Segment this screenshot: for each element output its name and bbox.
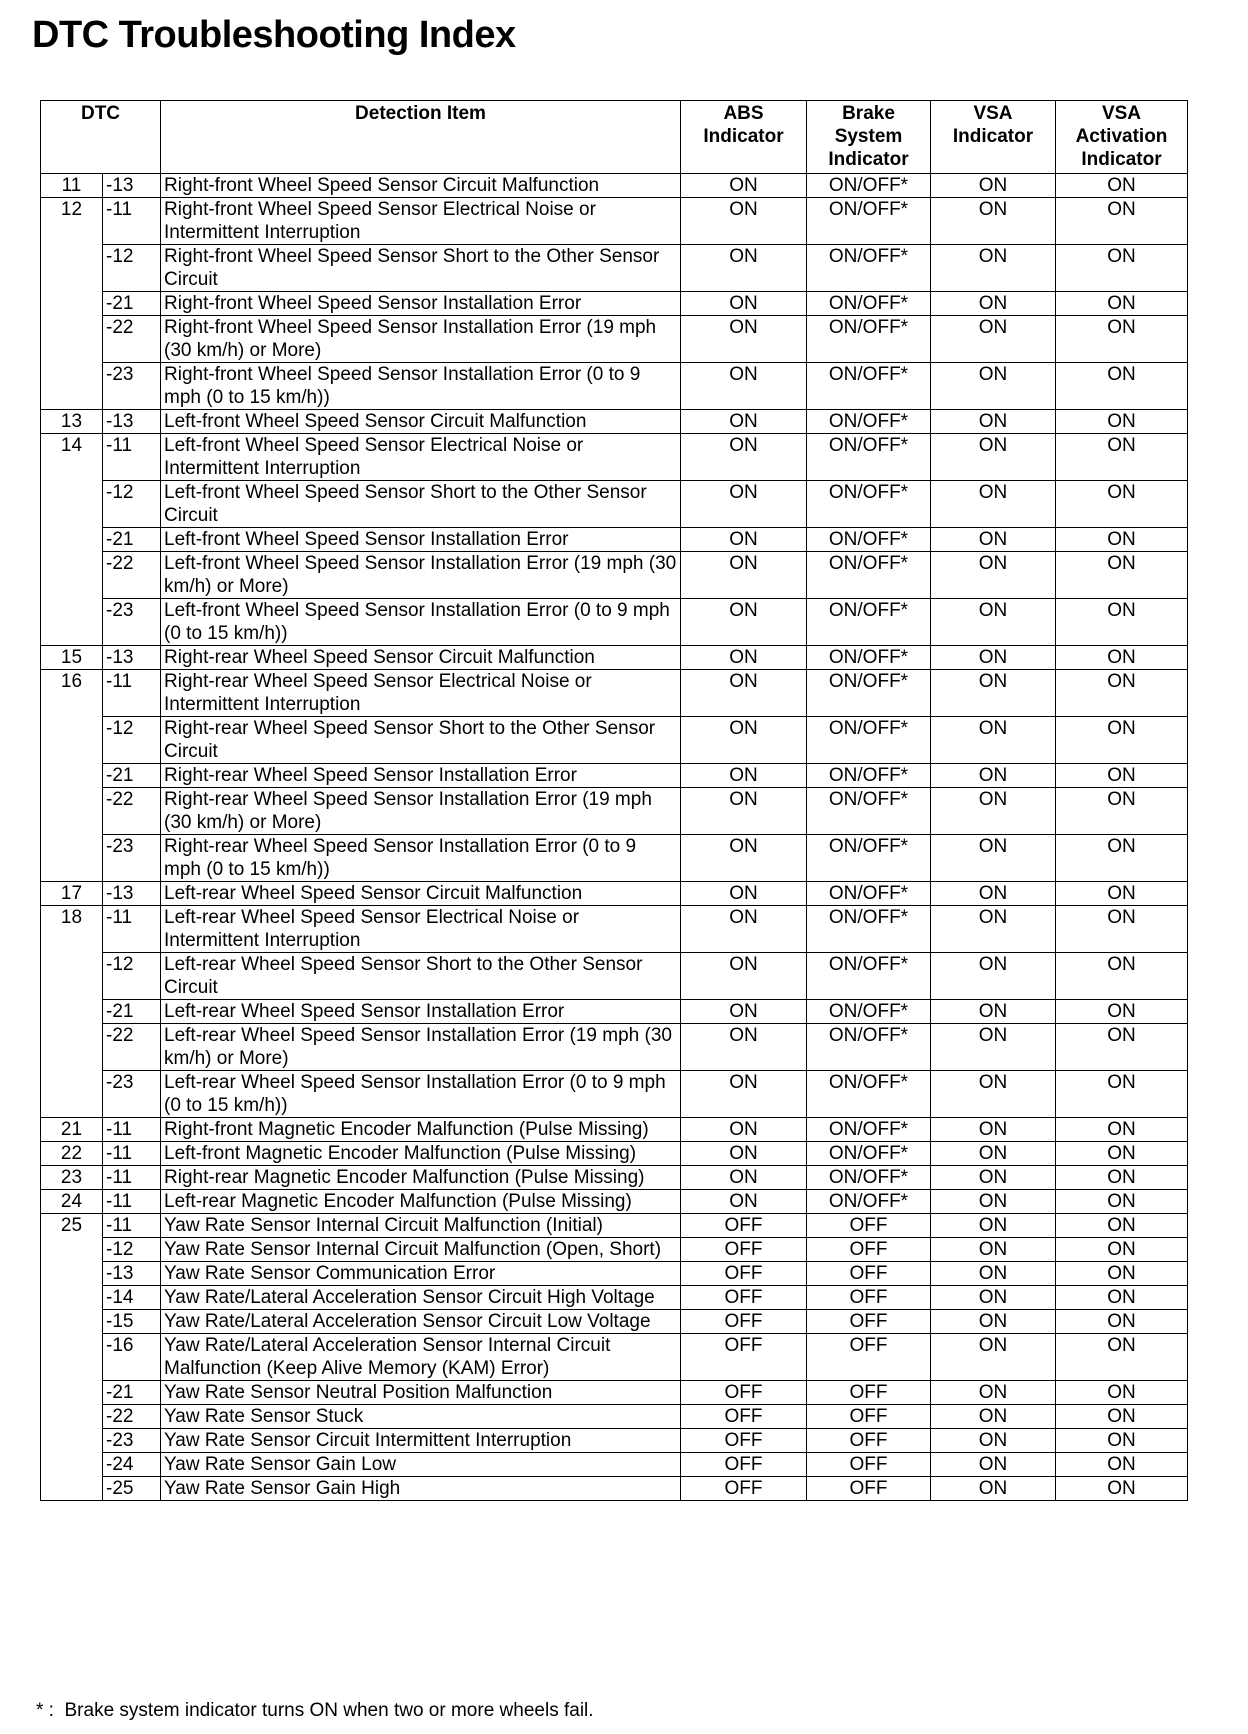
vsa-indicator-status: ON bbox=[931, 1166, 1056, 1190]
table-row bbox=[41, 1000, 1188, 1024]
detection-item: Yaw Rate Sensor Communication Error bbox=[161, 1262, 681, 1286]
brake-indicator-status: ON/OFF* bbox=[807, 717, 931, 764]
abs-indicator-status: ON bbox=[681, 410, 807, 434]
vsa-indicator-status: ON bbox=[931, 174, 1056, 198]
vsa-indicator-status: ON bbox=[931, 599, 1056, 646]
abs-indicator-status: OFF bbox=[681, 1334, 807, 1381]
dtc-subcode: -11 bbox=[103, 670, 161, 717]
dtc-subcode: -13 bbox=[103, 1262, 161, 1286]
vsa-activation-status: ON bbox=[1056, 1142, 1188, 1166]
vsa-indicator-status: ON bbox=[931, 481, 1056, 528]
vsa-activation-status: ON bbox=[1056, 174, 1188, 198]
dtc-subcode: -11 bbox=[103, 906, 161, 953]
abs-indicator-status: ON bbox=[681, 1024, 807, 1071]
vsa-activation-status: ON bbox=[1056, 670, 1188, 717]
header-abs-indicator: ABS Indicator bbox=[681, 101, 807, 174]
dtc-subcode: -22 bbox=[103, 1024, 161, 1071]
vsa-indicator-status: ON bbox=[931, 717, 1056, 764]
detection-item: Left-front Wheel Speed Sensor Short to the Other Sensor Circuit bbox=[161, 481, 681, 528]
vsa-indicator-status: ON bbox=[931, 1405, 1056, 1429]
vsa-activation-status: ON bbox=[1056, 1071, 1188, 1118]
brake-indicator-status: OFF bbox=[807, 1286, 931, 1310]
table-row bbox=[41, 410, 1188, 434]
vsa-activation-status: ON bbox=[1056, 1453, 1188, 1477]
abs-indicator-status: OFF bbox=[681, 1214, 807, 1238]
brake-indicator-status: ON/OFF* bbox=[807, 788, 931, 835]
vsa-activation-status: ON bbox=[1056, 599, 1188, 646]
table-row bbox=[41, 1286, 1188, 1310]
detection-item: Yaw Rate Sensor Internal Circuit Malfunction (Initial) bbox=[161, 1214, 681, 1238]
abs-indicator-status: ON bbox=[681, 528, 807, 552]
brake-indicator-status: ON/OFF* bbox=[807, 1142, 931, 1166]
detection-item: Left-front Wheel Speed Sensor Installation Error (19 mph (30 km/h) or More) bbox=[161, 552, 681, 599]
detection-item: Right-rear Magnetic Encoder Malfunction (Pulse Missing) bbox=[161, 1166, 681, 1190]
dtc-subcode: -15 bbox=[103, 1310, 161, 1334]
brake-indicator-status: OFF bbox=[807, 1310, 931, 1334]
table-row bbox=[41, 717, 1188, 764]
detection-item: Right-front Wheel Speed Sensor Installation Error bbox=[161, 292, 681, 316]
dtc-subcode: -21 bbox=[103, 292, 161, 316]
table-row bbox=[41, 1238, 1188, 1262]
vsa-activation-status: ON bbox=[1056, 363, 1188, 410]
vsa-indicator-status: ON bbox=[931, 1142, 1056, 1166]
dtc-subcode: -23 bbox=[103, 1071, 161, 1118]
vsa-indicator-status: ON bbox=[931, 552, 1056, 599]
brake-indicator-status: OFF bbox=[807, 1238, 931, 1262]
vsa-indicator-status: ON bbox=[931, 1310, 1056, 1334]
vsa-activation-status: ON bbox=[1056, 1429, 1188, 1453]
table-row bbox=[41, 1071, 1188, 1118]
vsa-indicator-status: ON bbox=[931, 1429, 1056, 1453]
table-row bbox=[41, 1214, 1188, 1238]
detection-item: Left-front Wheel Speed Sensor Installation Error (0 to 9 mph (0 to 15 km/h)) bbox=[161, 599, 681, 646]
vsa-activation-status: ON bbox=[1056, 1405, 1188, 1429]
vsa-activation-status: ON bbox=[1056, 646, 1188, 670]
vsa-activation-status: ON bbox=[1056, 1166, 1188, 1190]
vsa-indicator-status: ON bbox=[931, 1334, 1056, 1381]
dtc-table bbox=[40, 100, 1188, 1501]
brake-indicator-status: ON/OFF* bbox=[807, 953, 931, 1000]
abs-indicator-status: ON bbox=[681, 174, 807, 198]
table-row bbox=[41, 1142, 1188, 1166]
header-dtc: DTC bbox=[41, 101, 161, 174]
table-row bbox=[41, 552, 1188, 599]
dtc-subcode: -21 bbox=[103, 1000, 161, 1024]
brake-indicator-status: ON/OFF* bbox=[807, 481, 931, 528]
dtc-code: 24 bbox=[41, 1190, 103, 1214]
abs-indicator-status: ON bbox=[681, 1166, 807, 1190]
detection-item: Left-rear Magnetic Encoder Malfunction (Pulse Missing) bbox=[161, 1190, 681, 1214]
vsa-activation-status: ON bbox=[1056, 717, 1188, 764]
detection-item: Right-rear Wheel Speed Sensor Installation Error (19 mph (30 km/h) or More) bbox=[161, 788, 681, 835]
table-row bbox=[41, 1334, 1188, 1381]
brake-indicator-status: ON/OFF* bbox=[807, 434, 931, 481]
brake-indicator-status: ON/OFF* bbox=[807, 1024, 931, 1071]
vsa-activation-status: ON bbox=[1056, 1262, 1188, 1286]
vsa-activation-status: ON bbox=[1056, 316, 1188, 363]
vsa-activation-status: ON bbox=[1056, 882, 1188, 906]
detection-item: Left-front Wheel Speed Sensor Electrical Noise or Intermittent Interruption bbox=[161, 434, 681, 481]
vsa-activation-status: ON bbox=[1056, 1381, 1188, 1405]
detection-item: Yaw Rate/Lateral Acceleration Sensor Internal Circuit Malfunction (Keep Alive Memory (KAM) Error) bbox=[161, 1334, 681, 1381]
table-row bbox=[41, 906, 1188, 953]
detection-item: Left-rear Wheel Speed Sensor Installation Error bbox=[161, 1000, 681, 1024]
table-row bbox=[41, 1262, 1188, 1286]
table-row bbox=[41, 953, 1188, 1000]
dtc-code: 14 bbox=[41, 434, 103, 646]
brake-indicator-status: ON/OFF* bbox=[807, 198, 931, 245]
table-row bbox=[41, 245, 1188, 292]
dtc-subcode: -11 bbox=[103, 1214, 161, 1238]
table-row bbox=[41, 670, 1188, 717]
dtc-subcode: -11 bbox=[103, 1118, 161, 1142]
dtc-subcode: -23 bbox=[103, 599, 161, 646]
detection-item: Right-front Wheel Speed Sensor Installation Error (0 to 9 mph (0 to 15 km/h)) bbox=[161, 363, 681, 410]
vsa-activation-status: ON bbox=[1056, 1024, 1188, 1071]
dtc-subcode: -11 bbox=[103, 1190, 161, 1214]
detection-item: Yaw Rate Sensor Gain Low bbox=[161, 1453, 681, 1477]
detection-item: Right-front Wheel Speed Sensor Short to the Other Sensor Circuit bbox=[161, 245, 681, 292]
table-row bbox=[41, 882, 1188, 906]
dtc-subcode: -11 bbox=[103, 1166, 161, 1190]
header-vsa-activation-indicator: VSA Activation Indicator bbox=[1056, 101, 1188, 174]
abs-indicator-status: ON bbox=[681, 1071, 807, 1118]
dtc-subcode: -14 bbox=[103, 1286, 161, 1310]
vsa-indicator-status: ON bbox=[931, 363, 1056, 410]
vsa-indicator-status: ON bbox=[931, 1118, 1056, 1142]
brake-indicator-status: ON/OFF* bbox=[807, 363, 931, 410]
brake-indicator-status: ON/OFF* bbox=[807, 528, 931, 552]
brake-indicator-status: ON/OFF* bbox=[807, 882, 931, 906]
brake-indicator-status: OFF bbox=[807, 1405, 931, 1429]
abs-indicator-status: ON bbox=[681, 764, 807, 788]
abs-indicator-status: ON bbox=[681, 882, 807, 906]
dtc-subcode: -23 bbox=[103, 1429, 161, 1453]
detection-item: Right-rear Wheel Speed Sensor Installation Error (0 to 9 mph (0 to 15 km/h)) bbox=[161, 835, 681, 882]
vsa-indicator-status: ON bbox=[931, 646, 1056, 670]
dtc-subcode: -13 bbox=[103, 174, 161, 198]
brake-indicator-status: ON/OFF* bbox=[807, 906, 931, 953]
detection-item: Yaw Rate Sensor Stuck bbox=[161, 1405, 681, 1429]
brake-indicator-status: ON/OFF* bbox=[807, 174, 931, 198]
dtc-subcode: -23 bbox=[103, 363, 161, 410]
brake-indicator-status: ON/OFF* bbox=[807, 1000, 931, 1024]
brake-indicator-status: ON/OFF* bbox=[807, 835, 931, 882]
abs-indicator-status: ON bbox=[681, 1190, 807, 1214]
abs-indicator-status: ON bbox=[681, 646, 807, 670]
dtc-subcode: -12 bbox=[103, 481, 161, 528]
vsa-indicator-status: ON bbox=[931, 292, 1056, 316]
abs-indicator-status: ON bbox=[681, 717, 807, 764]
brake-indicator-status: ON/OFF* bbox=[807, 245, 931, 292]
dtc-code: 22 bbox=[41, 1142, 103, 1166]
brake-indicator-status: OFF bbox=[807, 1214, 931, 1238]
detection-item: Yaw Rate Sensor Neutral Position Malfunction bbox=[161, 1381, 681, 1405]
abs-indicator-status: ON bbox=[681, 788, 807, 835]
table-row bbox=[41, 363, 1188, 410]
vsa-activation-status: ON bbox=[1056, 1214, 1188, 1238]
detection-item: Left-front Wheel Speed Sensor Installation Error bbox=[161, 528, 681, 552]
dtc-subcode: -13 bbox=[103, 646, 161, 670]
dtc-subcode: -13 bbox=[103, 882, 161, 906]
vsa-activation-status: ON bbox=[1056, 1118, 1188, 1142]
vsa-indicator-status: ON bbox=[931, 953, 1056, 1000]
detection-item: Right-front Wheel Speed Sensor Installation Error (19 mph (30 km/h) or More) bbox=[161, 316, 681, 363]
abs-indicator-status: OFF bbox=[681, 1453, 807, 1477]
vsa-activation-status: ON bbox=[1056, 528, 1188, 552]
vsa-indicator-status: ON bbox=[931, 1190, 1056, 1214]
vsa-indicator-status: ON bbox=[931, 1286, 1056, 1310]
table-row bbox=[41, 1381, 1188, 1405]
dtc-code: 23 bbox=[41, 1166, 103, 1190]
table-row bbox=[41, 316, 1188, 363]
vsa-indicator-status: ON bbox=[931, 1071, 1056, 1118]
abs-indicator-status: ON bbox=[681, 1000, 807, 1024]
detection-item: Left-rear Wheel Speed Sensor Electrical Noise or Intermittent Interruption bbox=[161, 906, 681, 953]
table-row bbox=[41, 1477, 1188, 1501]
header-brake-system-indicator: Brake System Indicator bbox=[807, 101, 931, 174]
detection-item: Right-rear Wheel Speed Sensor Circuit Malfunction bbox=[161, 646, 681, 670]
vsa-indicator-status: ON bbox=[931, 882, 1056, 906]
page-title: DTC Troubleshooting Index bbox=[32, 14, 516, 56]
dtc-subcode: -24 bbox=[103, 1453, 161, 1477]
vsa-indicator-status: ON bbox=[931, 1477, 1056, 1501]
dtc-subcode: -21 bbox=[103, 528, 161, 552]
table-row bbox=[41, 1429, 1188, 1453]
brake-indicator-status: ON/OFF* bbox=[807, 552, 931, 599]
table-row bbox=[41, 434, 1188, 481]
table-row bbox=[41, 528, 1188, 552]
vsa-indicator-status: ON bbox=[931, 1453, 1056, 1477]
brake-indicator-status: ON/OFF* bbox=[807, 410, 931, 434]
table-row bbox=[41, 1310, 1188, 1334]
table-row bbox=[41, 646, 1188, 670]
detection-item: Yaw Rate/Lateral Acceleration Sensor Circuit High Voltage bbox=[161, 1286, 681, 1310]
abs-indicator-status: OFF bbox=[681, 1429, 807, 1453]
dtc-subcode: -25 bbox=[103, 1477, 161, 1501]
abs-indicator-status: ON bbox=[681, 835, 807, 882]
abs-indicator-status: OFF bbox=[681, 1262, 807, 1286]
vsa-indicator-status: ON bbox=[931, 1262, 1056, 1286]
table-row bbox=[41, 1405, 1188, 1429]
abs-indicator-status: ON bbox=[681, 599, 807, 646]
dtc-subcode: -22 bbox=[103, 316, 161, 363]
vsa-activation-status: ON bbox=[1056, 434, 1188, 481]
detection-item: Right-rear Wheel Speed Sensor Electrical Noise or Intermittent Interruption bbox=[161, 670, 681, 717]
dtc-code: 25 bbox=[41, 1214, 103, 1501]
dtc-subcode: -13 bbox=[103, 410, 161, 434]
vsa-activation-status: ON bbox=[1056, 1000, 1188, 1024]
header-vsa-indicator: VSA Indicator bbox=[931, 101, 1056, 174]
dtc-code: 13 bbox=[41, 410, 103, 434]
detection-item: Left-rear Wheel Speed Sensor Installation Error (0 to 9 mph (0 to 15 km/h)) bbox=[161, 1071, 681, 1118]
detection-item: Right-front Magnetic Encoder Malfunction (Pulse Missing) bbox=[161, 1118, 681, 1142]
table-row bbox=[41, 198, 1188, 245]
abs-indicator-status: ON bbox=[681, 953, 807, 1000]
dtc-subcode: -21 bbox=[103, 764, 161, 788]
dtc-subcode: -12 bbox=[103, 717, 161, 764]
vsa-activation-status: ON bbox=[1056, 1190, 1188, 1214]
table-row bbox=[41, 174, 1188, 198]
table-row bbox=[41, 1190, 1188, 1214]
abs-indicator-status: ON bbox=[681, 434, 807, 481]
brake-indicator-status: ON/OFF* bbox=[807, 316, 931, 363]
brake-indicator-status: OFF bbox=[807, 1381, 931, 1405]
dtc-subcode: -11 bbox=[103, 1142, 161, 1166]
vsa-indicator-status: ON bbox=[931, 410, 1056, 434]
dtc-code: 11 bbox=[41, 174, 103, 198]
brake-indicator-status: ON/OFF* bbox=[807, 1118, 931, 1142]
brake-indicator-status: ON/OFF* bbox=[807, 599, 931, 646]
table-row bbox=[41, 788, 1188, 835]
table-row bbox=[41, 481, 1188, 528]
vsa-indicator-status: ON bbox=[931, 316, 1056, 363]
vsa-indicator-status: ON bbox=[931, 528, 1056, 552]
table-row bbox=[41, 835, 1188, 882]
vsa-indicator-status: ON bbox=[931, 198, 1056, 245]
vsa-activation-status: ON bbox=[1056, 552, 1188, 599]
vsa-indicator-status: ON bbox=[931, 764, 1056, 788]
vsa-activation-status: ON bbox=[1056, 1238, 1188, 1262]
detection-item: Left-rear Wheel Speed Sensor Installation Error (19 mph (30 km/h) or More) bbox=[161, 1024, 681, 1071]
vsa-activation-status: ON bbox=[1056, 245, 1188, 292]
abs-indicator-status: OFF bbox=[681, 1238, 807, 1262]
vsa-indicator-status: ON bbox=[931, 1024, 1056, 1071]
brake-indicator-status: ON/OFF* bbox=[807, 646, 931, 670]
dtc-subcode: -12 bbox=[103, 1238, 161, 1262]
detection-item: Right-front Wheel Speed Sensor Circuit Malfunction bbox=[161, 174, 681, 198]
brake-indicator-status: OFF bbox=[807, 1477, 931, 1501]
dtc-code: 15 bbox=[41, 646, 103, 670]
abs-indicator-status: OFF bbox=[681, 1310, 807, 1334]
detection-item: Yaw Rate Sensor Circuit Intermittent Interruption bbox=[161, 1429, 681, 1453]
abs-indicator-status: ON bbox=[681, 552, 807, 599]
vsa-activation-status: ON bbox=[1056, 764, 1188, 788]
dtc-subcode: -12 bbox=[103, 245, 161, 292]
dtc-subcode: -16 bbox=[103, 1334, 161, 1381]
detection-item: Yaw Rate/Lateral Acceleration Sensor Circuit Low Voltage bbox=[161, 1310, 681, 1334]
abs-indicator-status: ON bbox=[681, 1118, 807, 1142]
dtc-code: 12 bbox=[41, 198, 103, 410]
abs-indicator-status: ON bbox=[681, 363, 807, 410]
detection-item: Left-front Wheel Speed Sensor Circuit Malfunction bbox=[161, 410, 681, 434]
abs-indicator-status: ON bbox=[681, 292, 807, 316]
table-row bbox=[41, 1118, 1188, 1142]
header-detection-item: Detection Item bbox=[161, 101, 681, 174]
abs-indicator-status: ON bbox=[681, 1142, 807, 1166]
vsa-activation-status: ON bbox=[1056, 198, 1188, 245]
abs-indicator-status: ON bbox=[681, 316, 807, 363]
table-row bbox=[41, 1453, 1188, 1477]
table-row bbox=[41, 292, 1188, 316]
abs-indicator-status: OFF bbox=[681, 1477, 807, 1501]
brake-indicator-status: OFF bbox=[807, 1453, 931, 1477]
dtc-code: 16 bbox=[41, 670, 103, 882]
dtc-subcode: -22 bbox=[103, 552, 161, 599]
detection-item: Left-front Magnetic Encoder Malfunction (Pulse Missing) bbox=[161, 1142, 681, 1166]
abs-indicator-status: ON bbox=[681, 906, 807, 953]
dtc-subcode: -11 bbox=[103, 198, 161, 245]
vsa-indicator-status: ON bbox=[931, 1000, 1056, 1024]
dtc-subcode: -12 bbox=[103, 953, 161, 1000]
vsa-indicator-status: ON bbox=[931, 1214, 1056, 1238]
dtc-code: 18 bbox=[41, 906, 103, 1118]
detection-item: Left-rear Wheel Speed Sensor Short to the Other Sensor Circuit bbox=[161, 953, 681, 1000]
vsa-activation-status: ON bbox=[1056, 410, 1188, 434]
vsa-activation-status: ON bbox=[1056, 292, 1188, 316]
table-row bbox=[41, 599, 1188, 646]
dtc-subcode: -11 bbox=[103, 434, 161, 481]
vsa-indicator-status: ON bbox=[931, 670, 1056, 717]
dtc-subcode: -22 bbox=[103, 788, 161, 835]
brake-indicator-status: OFF bbox=[807, 1429, 931, 1453]
table-row bbox=[41, 1166, 1188, 1190]
brake-indicator-status: ON/OFF* bbox=[807, 1190, 931, 1214]
vsa-indicator-status: ON bbox=[931, 1381, 1056, 1405]
abs-indicator-status: OFF bbox=[681, 1405, 807, 1429]
vsa-activation-status: ON bbox=[1056, 1334, 1188, 1381]
dtc-subcode: -23 bbox=[103, 835, 161, 882]
vsa-indicator-status: ON bbox=[931, 788, 1056, 835]
detection-item: Left-rear Wheel Speed Sensor Circuit Malfunction bbox=[161, 882, 681, 906]
table-header-row bbox=[41, 101, 1188, 174]
brake-indicator-status: OFF bbox=[807, 1334, 931, 1381]
abs-indicator-status: ON bbox=[681, 670, 807, 717]
brake-indicator-status: ON/OFF* bbox=[807, 670, 931, 717]
table-body bbox=[41, 174, 1188, 1501]
brake-indicator-status: ON/OFF* bbox=[807, 292, 931, 316]
detection-item: Yaw Rate Sensor Internal Circuit Malfunction (Open, Short) bbox=[161, 1238, 681, 1262]
abs-indicator-status: OFF bbox=[681, 1381, 807, 1405]
detection-item: Right-rear Wheel Speed Sensor Installation Error bbox=[161, 764, 681, 788]
detection-item: Yaw Rate Sensor Gain High bbox=[161, 1477, 681, 1501]
vsa-indicator-status: ON bbox=[931, 906, 1056, 953]
footnote: * : Brake system indicator turns ON when two or more wheels fail. bbox=[36, 1700, 594, 1721]
abs-indicator-status: ON bbox=[681, 245, 807, 292]
table-row bbox=[41, 764, 1188, 788]
abs-indicator-status: OFF bbox=[681, 1286, 807, 1310]
vsa-activation-status: ON bbox=[1056, 1477, 1188, 1501]
brake-indicator-status: ON/OFF* bbox=[807, 1071, 931, 1118]
table-row bbox=[41, 1024, 1188, 1071]
dtc-subcode: -21 bbox=[103, 1381, 161, 1405]
detection-item: Right-rear Wheel Speed Sensor Short to the Other Sensor Circuit bbox=[161, 717, 681, 764]
dtc-code: 17 bbox=[41, 882, 103, 906]
vsa-indicator-status: ON bbox=[931, 1238, 1056, 1262]
abs-indicator-status: ON bbox=[681, 198, 807, 245]
brake-indicator-status: ON/OFF* bbox=[807, 1166, 931, 1190]
vsa-activation-status: ON bbox=[1056, 1286, 1188, 1310]
vsa-activation-status: ON bbox=[1056, 835, 1188, 882]
abs-indicator-status: ON bbox=[681, 481, 807, 528]
brake-indicator-status: ON/OFF* bbox=[807, 764, 931, 788]
detection-item: Right-front Wheel Speed Sensor Electrical Noise or Intermittent Interruption bbox=[161, 198, 681, 245]
dtc-code: 21 bbox=[41, 1118, 103, 1142]
vsa-indicator-status: ON bbox=[931, 835, 1056, 882]
vsa-activation-status: ON bbox=[1056, 953, 1188, 1000]
vsa-indicator-status: ON bbox=[931, 245, 1056, 292]
brake-indicator-status: OFF bbox=[807, 1262, 931, 1286]
vsa-indicator-status: ON bbox=[931, 434, 1056, 481]
vsa-activation-status: ON bbox=[1056, 481, 1188, 528]
vsa-activation-status: ON bbox=[1056, 906, 1188, 953]
vsa-activation-status: ON bbox=[1056, 788, 1188, 835]
vsa-activation-status: ON bbox=[1056, 1310, 1188, 1334]
dtc-subcode: -22 bbox=[103, 1405, 161, 1429]
